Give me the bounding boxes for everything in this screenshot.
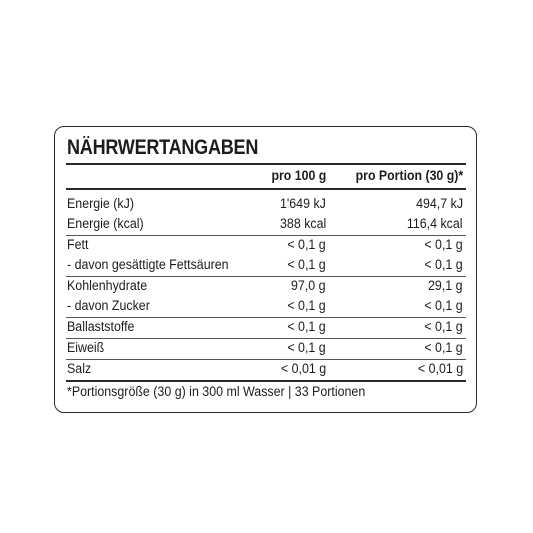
row-value-per-100g: 388 kcal <box>279 216 326 231</box>
table-row <box>55 257 476 277</box>
header-per-100g: pro 100 g <box>271 167 326 183</box>
row-label: Fett <box>67 237 89 252</box>
row-value-per-100g: < 0,1 g <box>287 237 326 252</box>
row-value-per-portion: < 0,1 g <box>424 257 463 272</box>
table-row <box>55 319 476 339</box>
row-value-per-portion: 116,4 kcal <box>407 216 463 231</box>
row-value-per-portion: 29,1 g <box>428 278 463 293</box>
row-value-per-100g: < 0,1 g <box>287 257 326 272</box>
table-row <box>55 216 476 236</box>
row-divider <box>66 317 466 318</box>
footnote: *Portionsgröße (30 g) in 300 ml Wasser | 33 Portionen <box>67 384 366 399</box>
row-label: Kohlenhydrate <box>67 278 148 293</box>
row-divider <box>66 235 466 236</box>
row-divider <box>66 276 466 277</box>
row-value-per-100g: < 0,1 g <box>287 340 326 355</box>
row-value-per-portion: < 0,1 g <box>424 237 463 252</box>
row-value-per-100g: < 0,01 g <box>280 361 326 376</box>
row-value-per-portion: 494,7 kJ <box>416 196 463 211</box>
nutrition-title: NÄHRWERTANGABEN <box>67 136 259 159</box>
table-row <box>55 298 476 318</box>
row-value-per-100g: 97,0 g <box>291 278 326 293</box>
nutrition-facts-panel <box>54 126 477 413</box>
row-label: Ballaststoffe <box>67 319 135 334</box>
title-divider <box>66 163 466 165</box>
row-label: Energie (kcal) <box>67 216 144 231</box>
table-row <box>55 340 476 360</box>
row-value-per-portion: < 0,01 g <box>417 361 463 376</box>
row-value-per-100g: < 0,1 g <box>287 298 326 313</box>
table-row <box>55 278 476 298</box>
header-divider <box>66 188 466 190</box>
row-label: Eiweiß <box>67 340 105 355</box>
row-label: - davon gesättigte Fettsäuren <box>67 257 229 272</box>
row-value-per-portion: < 0,1 g <box>424 319 463 334</box>
row-value-per-100g: < 0,1 g <box>287 319 326 334</box>
row-divider <box>66 359 466 360</box>
row-divider <box>66 338 466 339</box>
table-row <box>55 196 476 216</box>
row-value-per-100g: 1'649 kJ <box>280 196 326 211</box>
table-row <box>55 237 476 257</box>
header-per-portion: pro Portion (30 g)* <box>355 167 463 183</box>
row-label: - davon Zucker <box>67 298 150 313</box>
row-label: Salz <box>67 361 92 376</box>
row-value-per-portion: < 0,1 g <box>424 340 463 355</box>
footer-divider <box>66 380 466 382</box>
table-row <box>55 361 476 381</box>
row-label: Energie (kJ) <box>67 196 134 211</box>
row-value-per-portion: < 0,1 g <box>424 298 463 313</box>
